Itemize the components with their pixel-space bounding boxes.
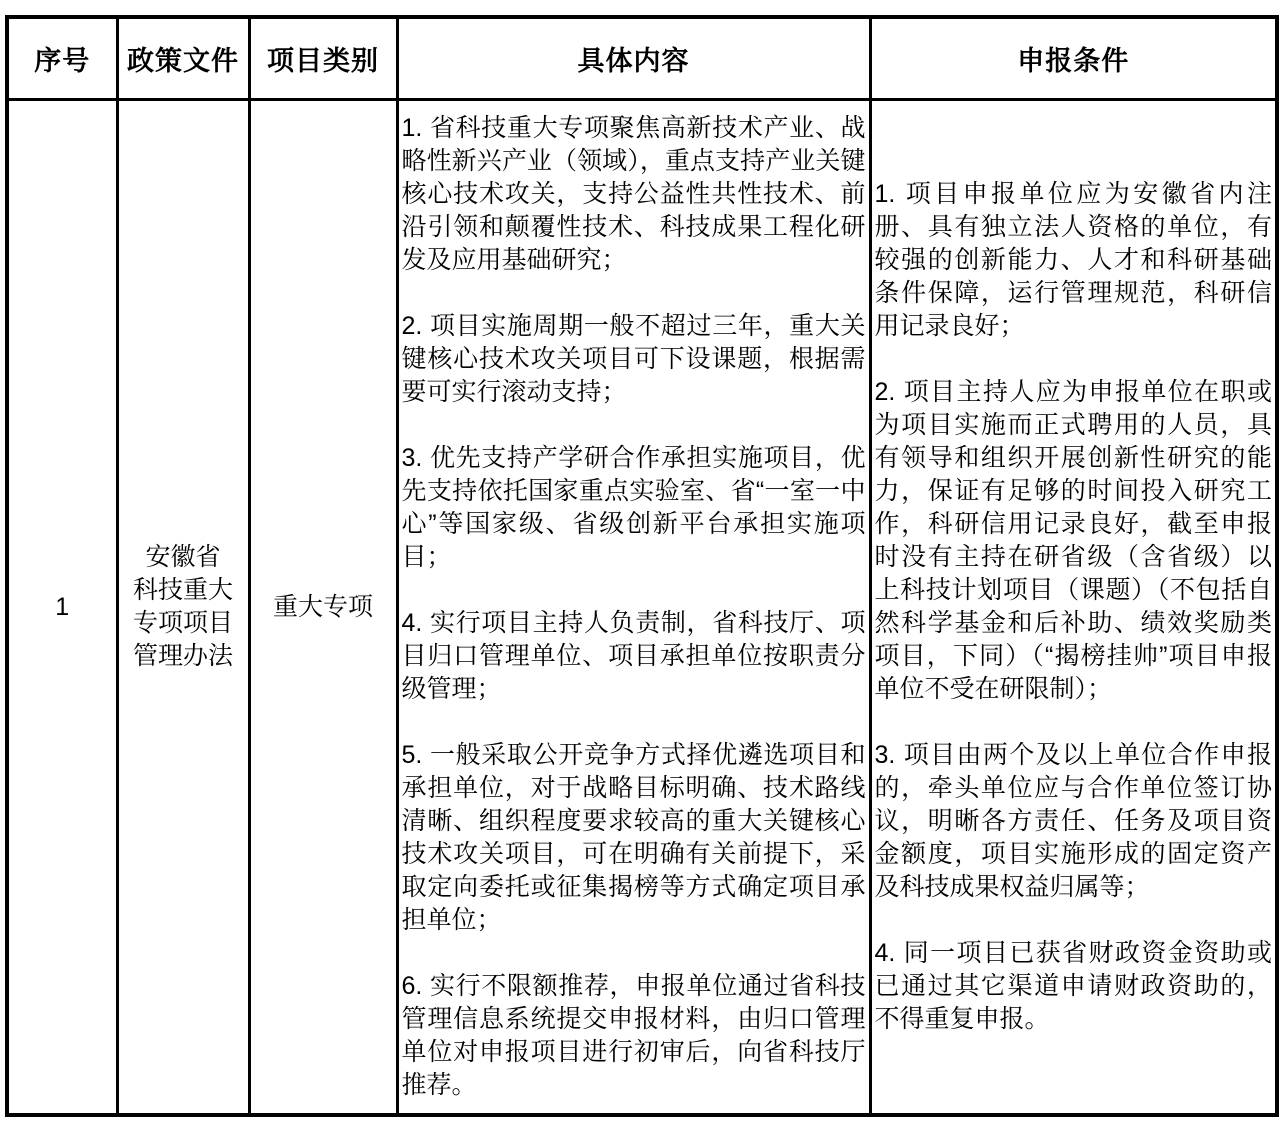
table-row <box>7 100 1277 1116</box>
paragraph: 科技重大 <box>132 576 233 604</box>
cell-policy-document <box>117 100 249 1116</box>
paragraph: 2. 项目主持人应为申报单位在职或为项目实施而正式聘用的人员，具有领导和组织开展创新性研究的能力，保证有足够的时间投入研究工作，科研信用记录良好，截至申报时没有主持在研省级（含省级）以上科技计划项目（课题）（不包括自然科学基金和后补助、绩效奖励类项目，下同）（“揭榜挂帅”项目申报单位不受在研限制）； <box>874 378 1272 703</box>
content-paragraphs <box>402 112 866 1102</box>
conditions-paragraphs <box>875 178 1273 1036</box>
cell-project-category: 重大专项 <box>249 100 397 1116</box>
paragraph: 5. 一般采取公开竞争方式择优遴选项目和承担单位，对于战略目标明确、技术路线清晰、组织程度要求较高的重大关键核心技术攻关项目，可在明确有关前提下，采取定向委托或征集揭榜等方式确定项目承担单位； <box>401 741 866 934</box>
paragraph: 1. 省科技重大专项聚焦高新技术产业、战略性新兴产业（领域），重点支持产业关键核心技术攻关，支持公益性共性技术、前沿引领和颠覆性技术、科技成果工程化研发及应用基础研究； <box>401 114 866 274</box>
header-cell-project-category: 项目类别 <box>249 17 397 100</box>
paragraph: 3. 优先支持产学研合作承担实施项目，优先支持依托国家重点实验室、省“一室一中心”等国家级、省级创新平台承担实施项目； <box>401 444 866 571</box>
policy-table <box>5 15 1279 1117</box>
header-cell-index: 序号 <box>7 17 117 100</box>
cell-index: 1 <box>7 100 117 1116</box>
paragraph: 3. 项目由两个及以上单位合作申报的，牵头单位应与合作单位签订协议，明晰各方责任、任务及项目资金额度，项目实施形成的固定资产及科技成果权益归属等； <box>874 741 1272 901</box>
header-cell-conditions: 申报条件 <box>870 17 1277 100</box>
cell-content <box>397 100 870 1116</box>
paragraph: 4. 实行项目主持人负责制，省科技厅、项目归口管理单位、项目承担单位按职责分级管理； <box>401 609 866 703</box>
header-cell-policy-document: 政策文件 <box>117 17 249 100</box>
paragraph: 安徽省 <box>145 543 221 571</box>
paragraph: 管理办法 <box>132 642 233 670</box>
header-row <box>7 17 1277 100</box>
paragraph: 4. 同一项目已获省财政资金资助或已通过其它渠道申请财政资助的，不得重复申报。 <box>874 939 1272 1033</box>
paragraph: 6. 实行不限额推荐，申报单位通过省科技管理信息系统提交申报材料，由归口管理单位对申报项目进行初审后，向省科技厅推荐。 <box>401 972 866 1099</box>
header-cell-content: 具体内容 <box>397 17 870 100</box>
cell-conditions <box>870 100 1277 1116</box>
paragraph: 2. 项目实施周期一般不超过三年，重大关键核心技术攻关项目可下设课题，根据需要可实行滚动支持； <box>401 312 866 406</box>
paragraph: 专项项目 <box>132 609 233 637</box>
paragraph: 1. 项目申报单位应为安徽省内注册、具有独立法人资格的单位，有较强的创新能力、人才和科研基础条件保障，运行管理规范，科研信用记录良好； <box>874 180 1272 340</box>
policy-document-lines <box>123 541 244 673</box>
